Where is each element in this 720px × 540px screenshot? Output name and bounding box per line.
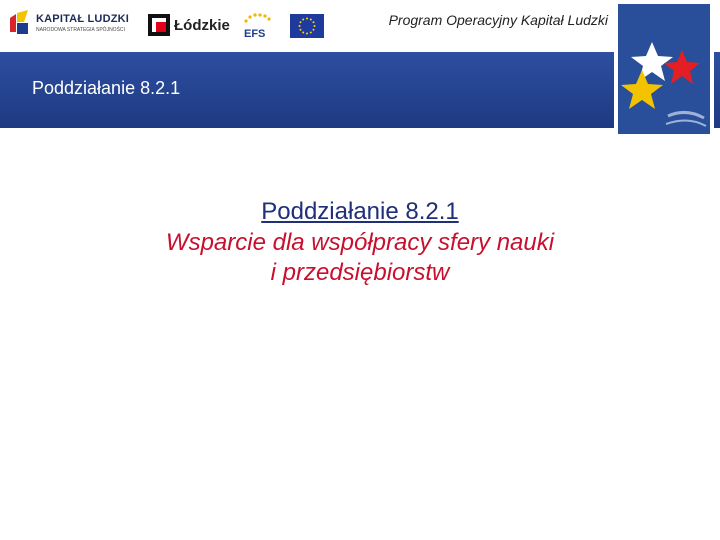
lodzkie-text: Łódzkie xyxy=(174,16,230,34)
efs-stars-icon xyxy=(240,12,278,40)
kapital-ludzki-icon xyxy=(8,10,30,36)
program-label: Program Operacyjny Kapitał Ludzki xyxy=(388,12,608,28)
kapital-ludzki-subtitle: NARODOWA STRATEGIA SPÓJNOŚCI xyxy=(36,27,125,33)
slide-subtitle-line-2: i przedsiębiorstw xyxy=(270,259,450,286)
eu-flag-logo xyxy=(290,14,324,38)
efs-logo xyxy=(240,12,278,40)
eu-flag-icon xyxy=(290,14,324,38)
slide-main-title xyxy=(0,196,720,288)
band-title: Poddziałanie 8.2.1 xyxy=(32,78,181,98)
efs-text: EFS xyxy=(244,28,266,40)
european-funds-logo xyxy=(608,0,720,140)
kapital-ludzki-logo xyxy=(8,10,129,36)
kapital-ludzki-title: KAPITAŁ LUDZKI xyxy=(36,13,130,25)
lodzkie-logo xyxy=(148,14,230,36)
lodzkie-icon xyxy=(148,14,170,36)
slide-subtitle-line-1: Wsparcie dla współpracy sfery nauki xyxy=(165,229,555,256)
slide-heading[interactable]: Poddziałanie 8.2.1 xyxy=(261,198,459,225)
